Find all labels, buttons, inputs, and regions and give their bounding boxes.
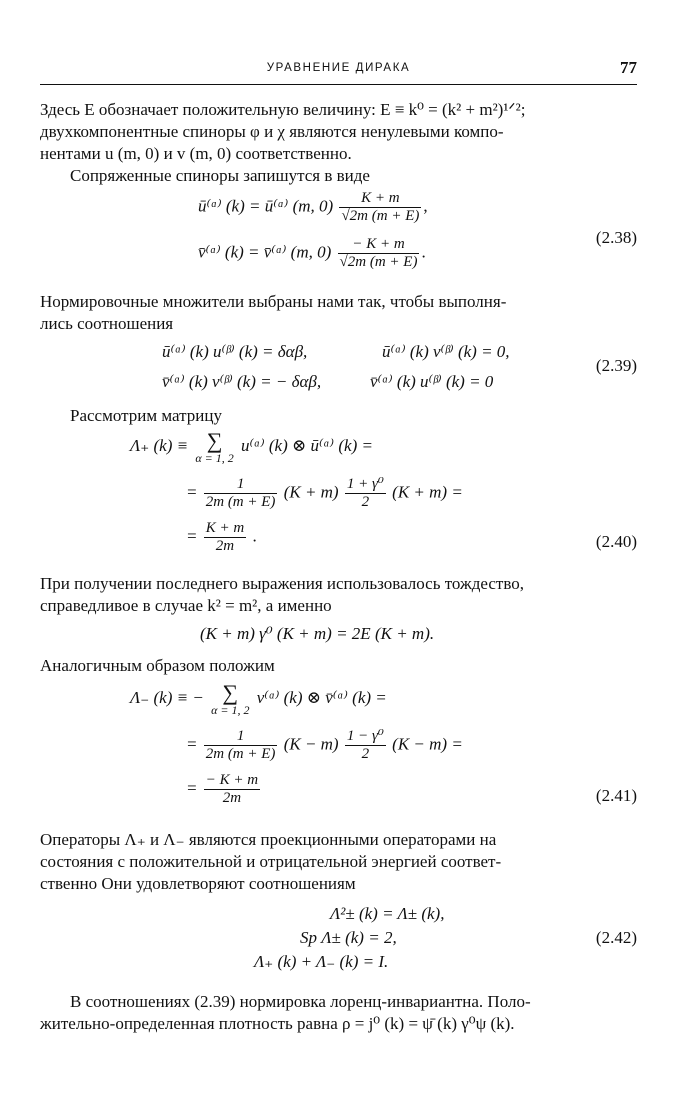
p8-line-2: жительно-определенная плотность равна ρ = j⁰ (k) = ψ̄ (k) γ⁰ψ (k). bbox=[40, 1014, 515, 1033]
eq-2-41-line-3 bbox=[186, 772, 262, 807]
eq-2-41-sum-limits: α = 1, 2 bbox=[211, 703, 250, 717]
eq-2-38-line-1: ū⁽ᵅ⁾ (k) = ū⁽ᵅ⁾ (m, 0) $\frac{K + m}{√2m (m + E)}$ , bbox=[198, 190, 428, 224]
eq-2-42-line-2: Sp Λ± (k) = 2, bbox=[300, 928, 397, 947]
eq-2-41-number: (2.41) bbox=[595, 786, 637, 805]
eq-2-40-number: (2.40) bbox=[595, 532, 637, 551]
eq-2-40-line-2-fraction-1-numerator: 1 bbox=[236, 476, 245, 492]
eq-2-41-line-2-fraction-2 bbox=[345, 728, 386, 763]
page-number: 77 bbox=[620, 58, 637, 77]
eq-2-40-line-1 bbox=[130, 430, 373, 464]
p4-line: Рассмотрим матрицу bbox=[70, 406, 222, 425]
p1-line-1: Здесь E обозначает положительную величину: E ≡ k⁰ = (k² + m²)¹ᐟ²; bbox=[40, 100, 526, 119]
eq-2-41-line-2-post: (K − m) = bbox=[392, 734, 463, 754]
eq-2-40-line-2 bbox=[186, 476, 463, 511]
eq-2-38-line-2-lhs: v̄⁽ᵅ⁾ (k) = v̄⁽ᵅ⁾ (m, 0) bbox=[198, 242, 332, 262]
eq-2-38-line-2: v̄⁽ᵅ⁾ (k) = v̄⁽ᵅ⁾ (m, 0) $\frac{- K + m}{√2m (m + E)}$ . bbox=[198, 236, 426, 270]
eq-2-41-line-3-fraction bbox=[204, 772, 260, 807]
eq-2-38-line-1-fraction bbox=[339, 190, 421, 225]
eq-identity: (K + m) γ⁰ (K + m) = 2E (K + m). bbox=[200, 624, 435, 643]
eq-2-41-rhs: v⁽ᵅ⁾ (k) ⊗ v̄⁽ᵅ⁾ (k) = bbox=[256, 687, 387, 707]
eq-2-38-line-2-denominator: √2m (m + E) bbox=[339, 254, 418, 270]
eq-2-41-line-1 bbox=[130, 682, 387, 716]
eq-2-40-line-3-post: . bbox=[252, 526, 257, 546]
p7-line-2: состояния с положительной и отрицательной энергией соответ- bbox=[40, 852, 502, 871]
p7-line-3: ственно Они удовлетворяют соотношениям bbox=[40, 874, 356, 893]
p5-line-1: При получении последнего выражения использовалось тождество, bbox=[40, 574, 525, 593]
eq-2-41-line-3-pre: = bbox=[186, 778, 198, 798]
eq-2-41-line-2-fraction-2-denominator: 2 bbox=[345, 745, 386, 763]
p3-line-1: Нормировочные множители выбраны нами так, чтобы выполня- bbox=[40, 292, 507, 311]
eq-2-40-line-2-fraction-1-denominator: 2m (m + E) bbox=[205, 494, 276, 510]
eq-2-40-line-2-fraction-1 bbox=[204, 476, 278, 511]
eq-2-38-line-1-numerator: K + m bbox=[361, 190, 400, 206]
p1-line-3: нентами u (m, 0) и v (m, 0) соответственно. bbox=[40, 144, 352, 163]
eq-2-41-line-3-denominator: 2m bbox=[204, 789, 260, 807]
eq-2-38-line-1-denominator: √2m (m + E) bbox=[341, 208, 420, 224]
eq-2-41-line-2-fraction-1 bbox=[204, 728, 278, 763]
p1-line-2: двухкомпонентные спиноры φ и χ являются ненулевыми компо- bbox=[40, 122, 504, 141]
eq-2-41-line-2-pre: = bbox=[186, 734, 198, 754]
eq-2-41-line-2-fraction-1-denominator: 2m (m + E) bbox=[205, 746, 276, 762]
p2-line: Сопряженные спиноры запишутся в виде bbox=[70, 166, 370, 185]
eq-2-39-b: ū⁽ᵅ⁾ (k) v⁽ᵝ⁾ (k) = 0, bbox=[382, 342, 510, 361]
eq-2-41-line-2 bbox=[186, 728, 463, 763]
eq-2-40-line-2-post: (K + m) = bbox=[392, 482, 463, 502]
eq-2-39-d: v̄⁽ᵅ⁾ (k) u⁽ᵝ⁾ (k) = 0 bbox=[370, 372, 494, 391]
eq-2-40-line-2-fraction-2-numerator: 1 + γ⁰ bbox=[346, 476, 384, 492]
eq-2-42-line-1: Λ²± (k) = Λ± (k), bbox=[330, 904, 445, 923]
sigma-symbol: ∑ bbox=[222, 680, 239, 705]
eq-2-40-line-3-denominator: 2m bbox=[204, 537, 246, 555]
eq-2-40-sum bbox=[195, 430, 233, 464]
sigma-symbol: ∑ bbox=[206, 428, 223, 453]
running-head-title: УРАВНЕНИЕ ДИРАКА bbox=[266, 62, 411, 74]
eq-2-40-line-2-fraction-2-denominator: 2 bbox=[345, 493, 386, 511]
running-head bbox=[40, 60, 637, 85]
p8-line-1: В соотношениях (2.39) нормировка лоренц-инвариантна. Поло- bbox=[70, 992, 531, 1011]
eq-2-39-number: (2.39) bbox=[595, 356, 637, 375]
eq-2-39-c: v̄⁽ᵅ⁾ (k) v⁽ᵝ⁾ (k) = − δαβ, bbox=[162, 372, 322, 391]
eq-2-40-line-2-fraction-2 bbox=[345, 476, 386, 511]
eq-2-41-line-2-mid: (K − m) bbox=[283, 734, 339, 754]
eq-2-41-lhs: Λ₋ (k) ≡ − bbox=[130, 687, 204, 707]
eq-2-41-line-2-fraction-1-numerator: 1 bbox=[236, 728, 245, 744]
eq-2-40-line-3 bbox=[186, 520, 257, 555]
p7-line-1: Операторы Λ₊ и Λ₋ являются проекционными операторами на bbox=[40, 830, 497, 849]
eq-2-42-number: (2.42) bbox=[595, 928, 637, 947]
eq-2-38-line-1-lhs: ū⁽ᵅ⁾ (k) = ū⁽ᵅ⁾ (m, 0) bbox=[198, 196, 334, 216]
eq-2-40-line-3-numerator: K + m bbox=[205, 520, 245, 536]
eq-2-40-line-2-pre: = bbox=[186, 482, 198, 502]
eq-2-42-line-3: Λ₊ (k) + Λ₋ (k) = I. bbox=[254, 952, 389, 971]
eq-2-40-lhs: Λ₊ (k) ≡ bbox=[130, 435, 189, 455]
eq-2-40-line-3-pre: = bbox=[186, 526, 198, 546]
eq-2-38-line-2-numerator: − K + m bbox=[352, 236, 405, 252]
p5-line-2: справедливое в случае k² = m², а именно bbox=[40, 596, 332, 615]
eq-2-39-a: ū⁽ᵅ⁾ (k) u⁽ᵝ⁾ (k) = δαβ, bbox=[162, 342, 308, 361]
p6-line: Аналогичным образом положим bbox=[40, 656, 275, 675]
p3-line-2: лись соотношения bbox=[40, 314, 174, 333]
eq-2-41-line-2-fraction-2-numerator: 1 − γ⁰ bbox=[346, 728, 384, 744]
eq-2-40-rhs: u⁽ᵅ⁾ (k) ⊗ ū⁽ᵅ⁾ (k) = bbox=[241, 435, 373, 455]
eq-2-41-line-3-numerator: − K + m bbox=[205, 772, 259, 788]
eq-2-40-sum-limits: α = 1, 2 bbox=[195, 451, 234, 465]
eq-2-38-number: (2.38) bbox=[595, 228, 637, 247]
eq-2-38-line-2-fraction bbox=[338, 236, 420, 271]
eq-2-41-sum bbox=[211, 682, 249, 716]
eq-2-40-line-2-mid: (K + m) bbox=[283, 482, 339, 502]
eq-2-40-line-3-fraction bbox=[204, 520, 246, 555]
